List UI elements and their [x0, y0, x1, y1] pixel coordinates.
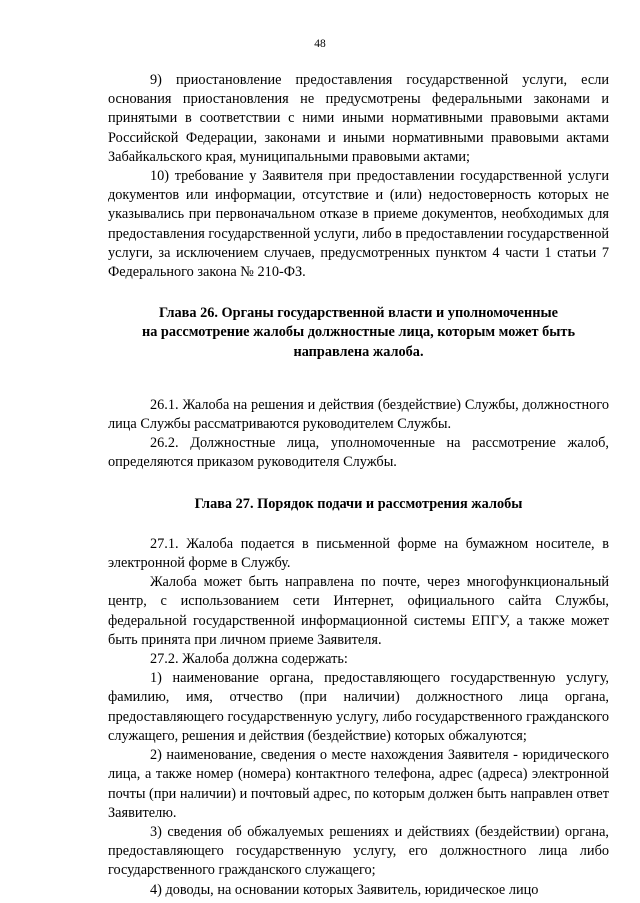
- paragraph-27-1: 27.1. Жалоба подается в письменной форме на бумажном носителе, в электронной форме в Службу.: [108, 535, 609, 572]
- paragraph-item-9: 9) приостановление предоставления государственной услуги, если основания приостановления не предусмотрены федеральными законами и принятыми в соответствии с ними иными нормативными правовыми актами Российской Федерации, законами и иными нормативными правовыми актами Забайкальского края, муниципальными правовыми актами;: [108, 72, 609, 165]
- chapter-26-heading-line: на рассмотрение жалобы должностные лица, которым может быть: [141, 324, 576, 341]
- paragraph-27-2-item-1: 1) наименование органа, предоставляющего государственную услугу, фамилию, имя, отчество (при наличии) должностного лица органа, предоставляющего государственную услугу, либо государственного гражданского служащего, решения и действия (бездействие) которых обжалуются;: [108, 670, 609, 744]
- page-number: 48: [314, 38, 326, 50]
- paragraph-27-2-item-4: 4) доводы, на основании которых Заявитель, юридическое лицо: [150, 881, 539, 898]
- paragraph-27-2: 27.2. Жалоба должна содержать:: [150, 651, 348, 668]
- chapter-26-heading-line: направлена жалоба.: [293, 343, 424, 360]
- document-body: [108, 71, 609, 900]
- paragraph-26-1: 26.1. Жалоба на решения и действия (бездействие) Службы, должностного лица Службы рассматриваются руководителем Службы.: [108, 396, 609, 433]
- paragraph-26-2: 26.2. Должностные лица, уполномоченные на рассмотрение жалоб, определяются приказом руководителя Службы.: [108, 435, 609, 471]
- chapter-26-heading-line: Глава 26. Органы государственной власти и уполномоченные: [158, 305, 558, 322]
- paragraph-27-2-item-2: 2) наименование, сведения о месте нахождения Заявителя - юридического лица, а также номер (номера) контактного телефона, адрес (адреса) электронной почты (при наличии) и почтовый адрес, по которым должен быть направлен ответ Заявителю.: [108, 747, 609, 821]
- paragraph-item-10: 10) требование у Заявителя при предоставлении государственной услуги документов или информации, отсутствие и (или) недостоверность которых не указывались при первоначальном отказе в приеме документов, необходимых для предоставления государственной услуги, либо в предоставлении государственной услуги, за исключением случаев, предусмотренных пунктом 4 части 1 статьи 7 Федерального закона № 210-ФЗ.: [108, 168, 609, 281]
- paragraph-27-1-submission-channels: Жалоба может быть направлена по почте, через многофункциональный центр, с использованием сети Интернет, официального сайта Службы, федеральной государственной информационной системы ЕПГУ, а также может быть принята при личном приеме Заявителя.: [108, 574, 609, 648]
- chapter-27-heading: Глава 27. Порядок подачи и рассмотрения жалобы: [194, 495, 523, 512]
- chapter-26-heading: [108, 304, 609, 362]
- paragraph-27-2-item-3: 3) сведения об обжалуемых решениях и действиях (бездействии) органа, предоставляющего государственную услугу, его должностного лица либо государственного гражданского служащего;: [108, 823, 609, 879]
